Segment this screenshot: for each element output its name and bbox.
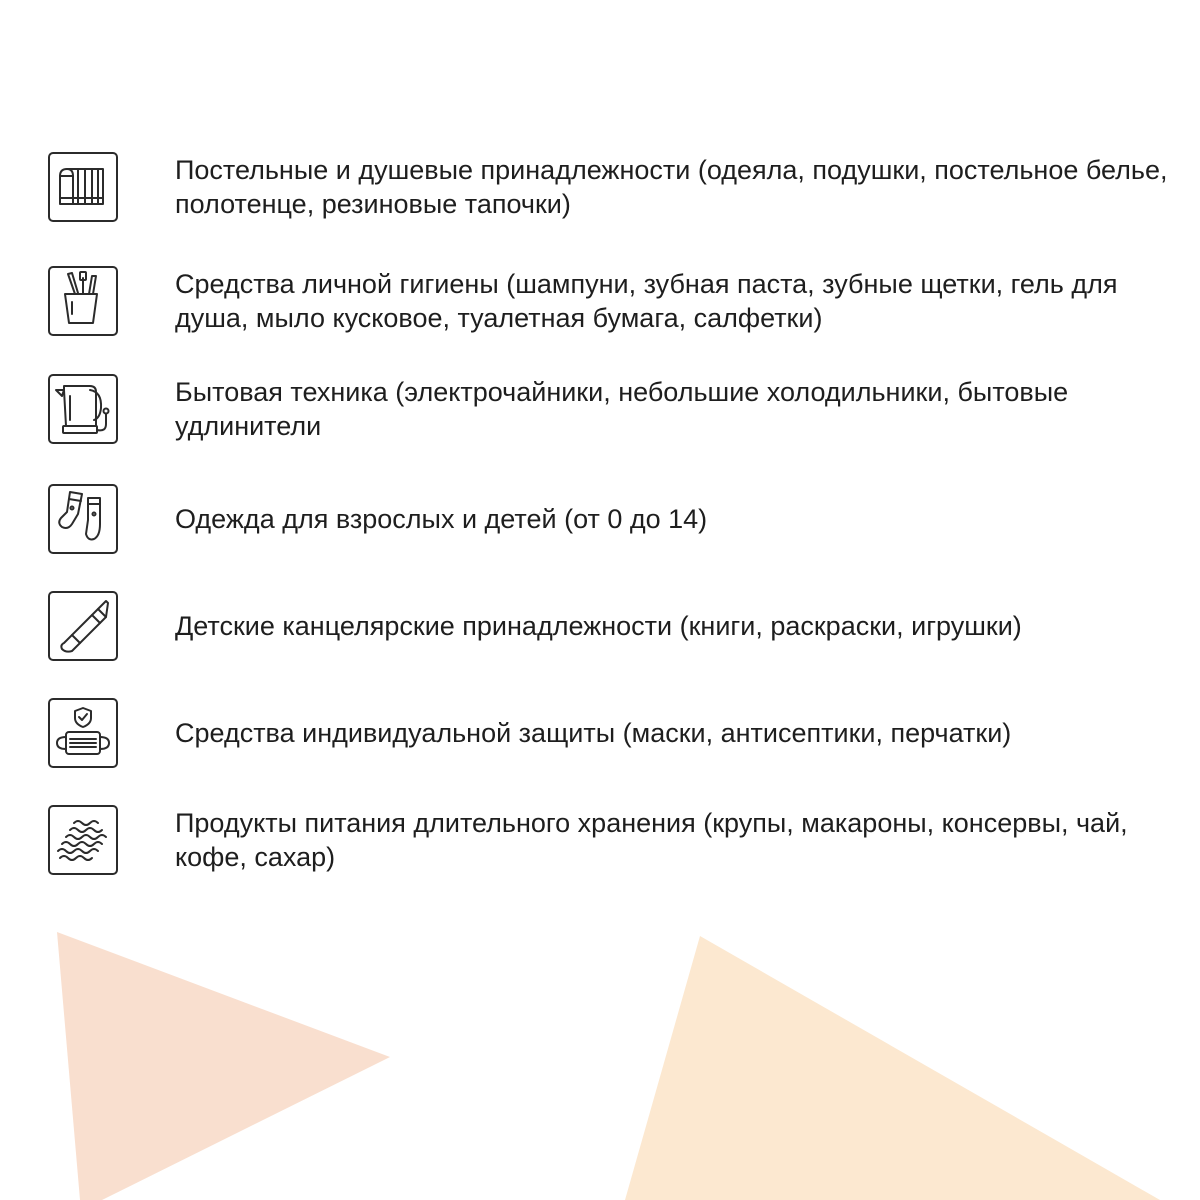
electric-kettle-icon [48,374,118,444]
list-item-food [48,805,1188,875]
item-text: Средства индивидуальной защиты (маски, антисептики, перчатки) [175,718,1012,748]
toothbrush-cup-icon [48,266,118,336]
towels-icon [48,152,118,222]
list-item-protection [48,698,1188,768]
item-text: Детские канцелярские принадлежности (книги, раскраски, игрушки) [175,611,1022,641]
list-item-clothing [48,484,1188,554]
item-text: Постельные и душевые принадлежности (одеяла, подушки, постельное белье, полотенце, резиновые тапочки) [175,155,1168,219]
left-triangle-shape [57,932,390,1200]
socks-icon [48,484,118,554]
marker-pen-icon [48,591,118,661]
item-text: Средства личной гигиены (шампуни, зубная паста, зубные щетки, гель для душа, мыло кусковое, туалетная бумага, салфетки) [175,269,1118,333]
right-triangle-shape [625,936,1160,1200]
list-item-stationery [48,591,1188,661]
pasta-icon [48,805,118,875]
list-item-hygiene [48,266,1188,336]
item-text: Одежда для взрослых и детей (от 0 до 14) [175,504,708,534]
face-mask-icon [48,698,118,768]
item-text: Бытовая техника (электрочайники, небольшие холодильники, бытовые удлинители [175,377,1069,441]
list-item-appliances [48,374,1188,444]
item-text: Продукты питания длительного хранения (крупы, макароны, консервы, чай, кофе, сахар) [175,808,1128,872]
list-item-bedding [48,152,1188,222]
